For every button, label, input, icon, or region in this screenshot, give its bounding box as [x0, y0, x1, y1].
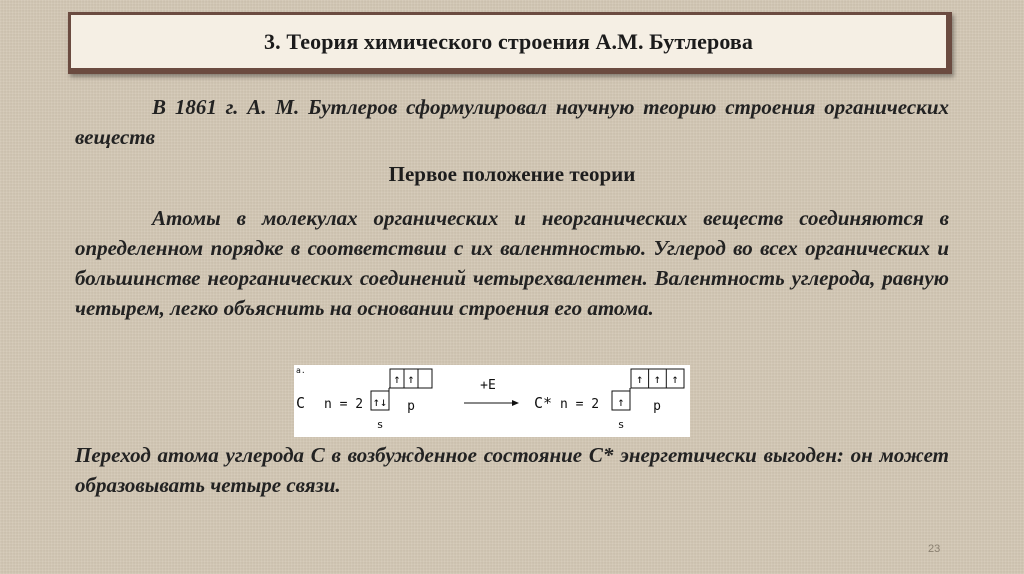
slide-title: 3. Теория химического строения А.М. Бутлерова	[264, 28, 753, 54]
theory-paragraph: Атомы в молекулах органических и неорганических веществ соединяются в определенном порядке в соответствии с их валентностью. Углерод во всех органических и большинстве неорганических соединений четырехвалентен. Валентность углерода, равную четырем, легко объяснить на основании строения его атома.	[75, 206, 949, 320]
electron-configuration-diagram	[294, 365, 690, 437]
corner-mark: а.	[296, 366, 306, 375]
arrow-head-icon	[512, 400, 519, 406]
excited-p-electron: ↑	[653, 372, 662, 386]
ground-s-electrons: ↑↓	[372, 395, 388, 409]
excited-s-electron: ↑	[617, 395, 625, 409]
section-heading: Первое положение теории	[388, 162, 636, 186]
intro-paragraph: В 1861 г. А. М. Бутлеров сформулировал научную теорию строения органических веществ	[75, 95, 949, 149]
excited-p-electron: ↑	[671, 372, 679, 386]
title-box	[68, 12, 952, 74]
ground-p-electron: ↑	[393, 372, 401, 386]
ground-s-label: s	[376, 418, 384, 431]
excited-s-label: s	[617, 418, 625, 431]
excited-level-label: n = 2	[560, 397, 600, 412]
page-number: 23	[928, 543, 941, 555]
excited-p-electron: ↑	[636, 372, 644, 386]
ground-atom-symbol: C	[296, 394, 306, 412]
conclusion-paragraph: Переход атома углерода С в возбужденное состояние С* энергетически выгоден: он может образовывать четыре связи.	[75, 443, 949, 497]
ground-p-label: p	[407, 399, 415, 414]
ground-p-electron: ↑	[407, 372, 415, 386]
ground-level-label: n = 2	[324, 397, 364, 412]
energy-label: +E	[480, 378, 496, 393]
excited-p-label: p	[653, 399, 661, 414]
excited-atom-symbol: C*	[534, 394, 553, 412]
